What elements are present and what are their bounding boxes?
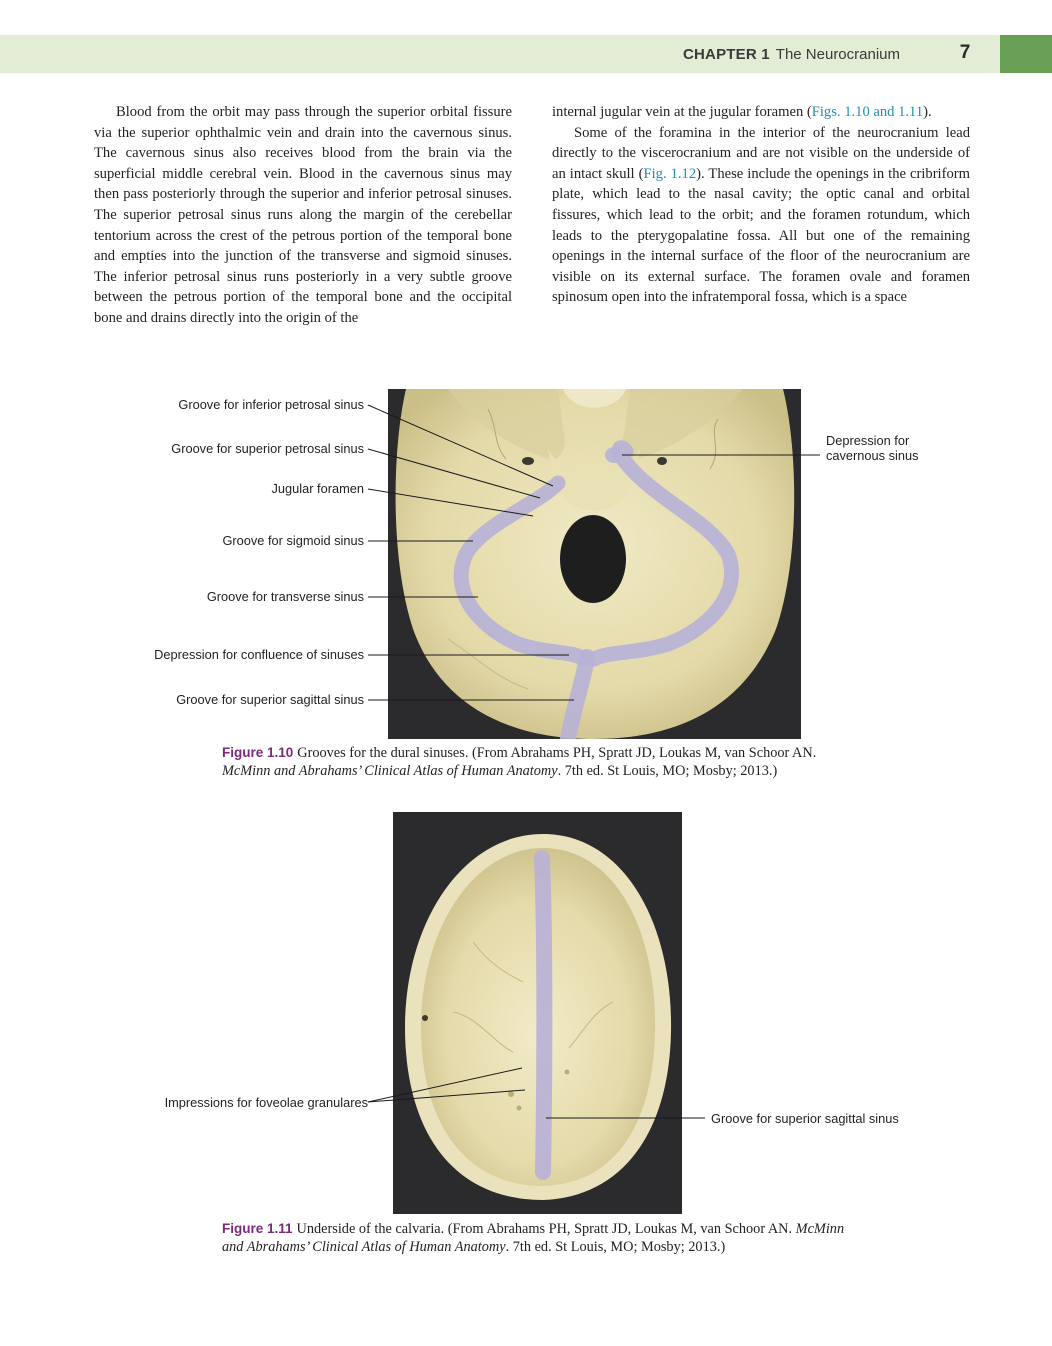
cranial-base-illustration — [388, 389, 801, 739]
label-inferior-petrosal-sinus: Groove for inferior petrosal sinus — [178, 397, 364, 412]
paragraph: Some of the foramina in the interior of the neurocranium lead directly to the viscerocranium and are not visible on the underside of an intact skull (Fig. 1.12). These include the openings in the cribriform plate, which lead to the nasal cavity; the optic canal and orbital fissures, which lead to the orbit; and the foramen rotundum, which leads to the pterygopalatine fossa. All but one of the remaining openings in the internal surface of the floor of the neurocranium are visible on its external surface. The foramen ovale and foramen spinosum open into the infratemporal fossa, which is a space — [552, 124, 970, 306]
label-foveolae-granulares: Impressions for foveolae granulares — [164, 1095, 368, 1110]
book-title: McMinn and Abrahams’ Clinical Atlas of Human Anatomy — [222, 1221, 845, 1255]
chapter-number: CHAPTER 1 — [682, 46, 770, 63]
chapter-header-tab — [1000, 35, 1052, 73]
label-transverse-sinus: Groove for transverse sinus — [206, 589, 364, 604]
figure-1-11-caption: Figure 1.11 Underside of the calvaria. (From Abrahams PH, Spratt JD, Loukas M, van Schoor AN. McMinn and Abrahams’ Clinical Atlas of Human Anatomy. 7th ed. St Louis, MO; Mosby; 2013.) — [222, 1221, 845, 1255]
label-superior-petrosal-sinus: Groove for superior petrosal sinus — [171, 441, 364, 456]
label-confluence-of-sinuses: Depression for confluence of sinuses — [154, 647, 364, 662]
figure-1-10-caption: Figure 1.10 Grooves for the dural sinuses. (From Abrahams PH, Spratt JD, Loukas M, van Schoor AN. McMinn and Abrahams’ Clinical Atlas of Human Anatomy. 7th ed. St Louis, MO; Mosby; 2013.) — [222, 745, 817, 779]
label-jugular-foramen: Jugular foramen — [271, 481, 364, 496]
label-cavernous-sinus: Depression for cavernous sinus — [826, 433, 919, 463]
calvaria-illustration — [393, 812, 682, 1214]
paragraph: internal jugular vein at the jugular foramen (Figs. 1.10 and 1.11). — [552, 104, 932, 120]
figure-1-10-image — [388, 389, 801, 739]
book-title: McMinn and Abrahams’ Clinical Atlas of Human Anatomy — [222, 763, 558, 779]
figure-number: Figure 1.10 — [222, 745, 294, 760]
paragraph: Blood from the orbit may pass through the superior orbital fissure via the superior ophthalmic vein and drain into the cavernous sinus. The cavernous sinus also receives blood from the brain via the superficial middle cerebral vein. Blood in the cavernous sinus may then pass posteriorly through the superior and inferior petrosal sinuses. The superior petrosal sinus runs along the margin of the cerebellar tentorium across the crest of the petrous portion of the temporal bone and empties into the junction of the transverse and sigmoid sinuses. The inferior petrosal sinus runs posteriorly in a very subtle groove between the petrous portion of the temporal bone and the occipital bone and drains directly into the origin of the — [94, 104, 512, 326]
label-sigmoid-sinus: Groove for sigmoid sinus — [222, 533, 364, 548]
running-head — [683, 46, 900, 63]
label-superior-sagittal-sinus: Groove for superior sagittal sinus — [176, 692, 364, 707]
figure-number: Figure 1.11 — [222, 1221, 293, 1236]
figure-reference-link[interactable]: Figs. 1.10 and 1.11 — [811, 104, 924, 120]
figure-reference-link[interactable]: Fig. 1.12 — [643, 165, 697, 182]
page-number: 7 — [959, 42, 971, 63]
body-column-left — [94, 102, 512, 329]
body-column-right — [552, 102, 970, 308]
label-superior-sagittal-sinus: Groove for superior sagittal sinus — [711, 1111, 899, 1126]
chapter-title: The Neurocranium — [775, 46, 900, 63]
figure-1-11-image — [393, 812, 682, 1214]
